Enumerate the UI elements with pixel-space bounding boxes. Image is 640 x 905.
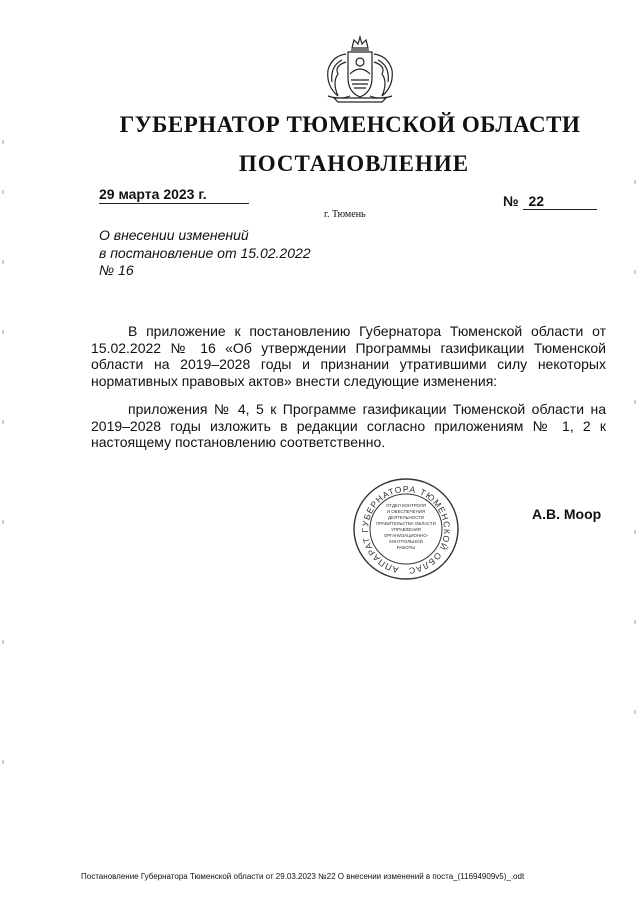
document-type-title: ПОСТАНОВЛЕНИЕ bbox=[238, 151, 470, 176]
document-number: 22 bbox=[523, 193, 597, 210]
coat-of-arms-icon bbox=[316, 34, 404, 104]
city-name: г. Тюмень bbox=[324, 209, 366, 220]
official-stamp-icon bbox=[348, 474, 464, 584]
svg-text:ДЕЯТЕЛЬНОСТИ: ДЕЯТЕЛЬНОСТИ bbox=[388, 515, 424, 520]
body-paragraph-2 bbox=[91, 401, 606, 451]
paragraph-text: В приложение к постановлению Губернатора Тюменской области от 15.02.2022 № 16 «Об утверждении Программы газификации Тюменской области на 2019–2028 годы и признании утратившими силу некоторых нормативных правовых актов» внести следующие изменения: bbox=[91, 323, 606, 389]
signer-name: А.В. Моор bbox=[532, 506, 602, 522]
body-paragraph-1 bbox=[91, 323, 606, 389]
svg-text:И ОБЕСПЕЧЕНИЯ: И ОБЕСПЕЧЕНИЯ bbox=[386, 509, 426, 514]
subject-line: О внесении изменений bbox=[99, 227, 249, 243]
paragraph-text: приложения № 4, 5 к Программе газификации Тюменской области на 2019–2028 годы изложить в редакции согласно приложениям № 1, 2 к настоящему постановлению соответственно. bbox=[91, 401, 606, 450]
document-subject bbox=[99, 227, 339, 280]
svg-text:ПРАВИТЕЛЬСТВА ОБЛАСТИ: ПРАВИТЕЛЬСТВА ОБЛАСТИ bbox=[376, 521, 436, 526]
svg-text:ОТДЕЛ КОНТРОЛЯ: ОТДЕЛ КОНТРОЛЯ bbox=[386, 503, 426, 508]
document-number-field bbox=[503, 193, 603, 210]
scan-margin-marks bbox=[634, 150, 637, 870]
svg-text:УПРАВЛЕНИЯ: УПРАВЛЕНИЯ bbox=[391, 527, 421, 532]
scan-margin-marks bbox=[2, 120, 5, 840]
document-date: 29 марта 2023 г. bbox=[99, 186, 249, 204]
svg-text:КОНТРОЛЬНОЙ: КОНТРОЛЬНОЙ bbox=[389, 539, 423, 544]
document-footer: Постановление Губернатора Тюменской области от 29.03.2023 №22 О внесении изменений в поста_(11694909v5)_.odt bbox=[81, 872, 525, 881]
subject-line: № 16 bbox=[99, 262, 134, 278]
subject-line: в постановление от 15.02.2022 bbox=[99, 244, 311, 261]
svg-text:АППАРАТ ГУБЕРНАТОРА ТЮМЕНСКОЙ: АППАРАТ ГУБЕРНАТОРА ТЮМЕНСКОЙ ОБЛАС bbox=[360, 483, 453, 577]
issuing-authority-title: ГУБЕРНАТОР ТЮМЕНСКОЙ ОБЛАСТИ bbox=[119, 112, 581, 137]
svg-text:ОРГАНИЗАЦИОННО-: ОРГАНИЗАЦИОННО- bbox=[383, 533, 429, 538]
number-label: № bbox=[503, 193, 519, 209]
svg-text:РАБОТЫ: РАБОТЫ bbox=[396, 545, 416, 550]
